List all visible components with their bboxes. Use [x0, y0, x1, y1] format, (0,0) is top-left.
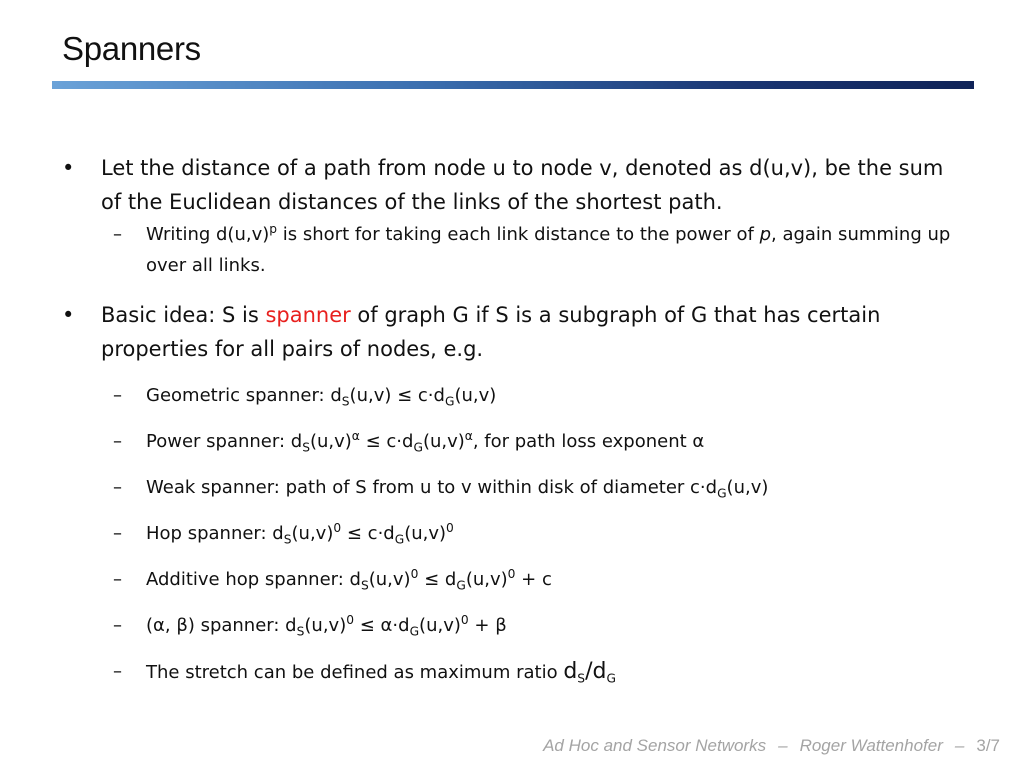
bullet-marker: • — [62, 156, 75, 180]
bullet-path-distance: Let the distance of a path from node u to node v, denoted as d(u,v), be the sum of the Euclidean distances of the links of the shortest path. — [101, 156, 944, 214]
sub-bullet-marker: – — [113, 615, 122, 636]
sub-bullet-marker: – — [113, 431, 122, 452]
sub-bullet-power-note: Writing $d(u,v)^p$ is short for taking each link distance to the power of p, again summing up over all links. — [146, 222, 951, 276]
sub-bullet-marker: – — [113, 523, 122, 544]
item-power-spanner: Power spanner: $d_S(u,v)^\alpha \le c\cdot d_G(u,v)^\alpha$, for path loss exponent α — [146, 429, 705, 455]
sub-bullet-marker: – — [113, 661, 122, 682]
slide-footer — [543, 736, 1000, 756]
slide-title: Spanners — [62, 30, 201, 67]
sub-bullet-marker: – — [113, 569, 122, 590]
sub-bullet-marker: – — [113, 385, 122, 406]
spanner-highlight: spanner — [265, 303, 351, 327]
footer-author: Roger Wattenhofer — [799, 736, 943, 755]
item-additive-hop-spanner: Additive hop spanner: $d_S(u,v)^0 \le d_G(u,v)^0 + c$ — [146, 567, 552, 593]
sub-bullet-marker: – — [113, 224, 122, 245]
footer-separator: – — [778, 736, 788, 755]
item-hop-spanner: Hop spanner: $d_S(u,v)^0 \le c\cdot d_G(u,v)^0$ — [146, 521, 454, 547]
item-weak-spanner: Weak spanner: path of S from u to v within disk of diameter $c\cdot d_G(u,v)$ — [146, 477, 769, 501]
item-geometric-spanner: Geometric spanner: $d_S(u,v) \le c\cdot d_G(u,v)$ — [146, 385, 497, 409]
footer-page-number: 3/7 — [976, 736, 1000, 755]
item-stretch-definition: The stretch can be defined as maximum ratio $d_S/d_G$ — [146, 659, 616, 686]
bullet-marker: • — [62, 303, 75, 327]
bullet-basic-idea: Basic idea: S is spanner of graph G if S is a subgraph of G that has certain properties for all pairs of nodes, e.g. — [101, 303, 881, 361]
footer-separator: – — [954, 736, 965, 755]
sub-bullet-marker: – — [113, 477, 122, 498]
item-alpha-beta-spanner: (α, β) spanner: $d_S(u,v)^0 \le \alpha\cdot d_G(u,v)^0 + \beta$ — [146, 613, 507, 639]
footer-course: Ad Hoc and Sensor Networks — [543, 736, 767, 755]
